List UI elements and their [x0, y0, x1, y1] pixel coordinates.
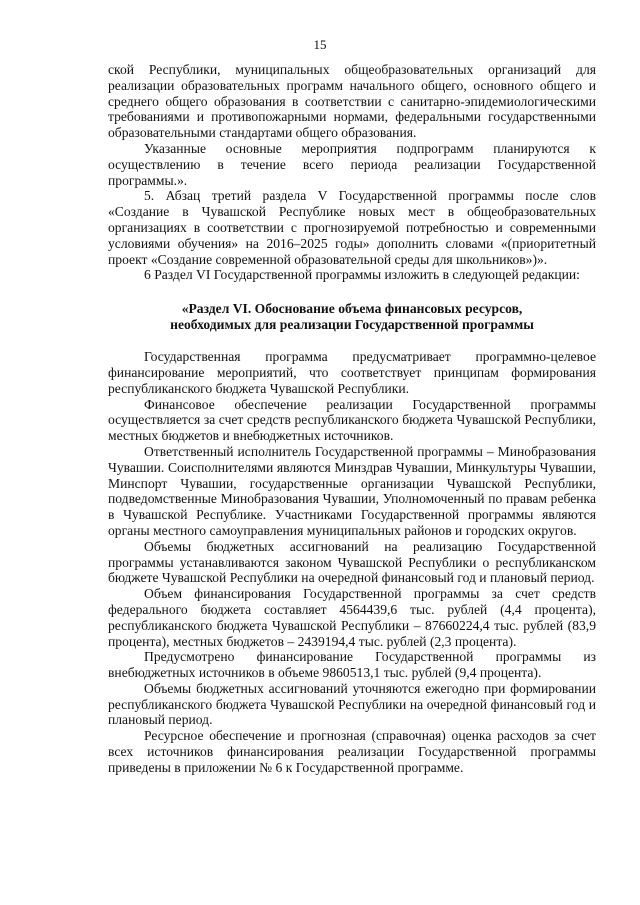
paragraph-program-financing: Государственная программа предусматривает программно-целевое финансирование мероприятий, что соответствует принципам формирования республиканского бюджета Чувашской Республики. [108, 349, 596, 396]
paragraph-continuation: ской Республики, муниципальных общеобразовательных организаций для реализации образовательных программ начального общего, основного общего и среднего общего образования в соответствии с санитарно-эпидемиологическими требованиями и противопожарными нормами, федеральными государственными образовательными стандартами общего образования. [108, 62, 596, 141]
paragraph-budget-allocations: Объемы бюджетных ассигнований на реализацию Государственной программы устанавливаются законом Чувашской Республики о республиканском бюджете Чувашской Республики на очередной финансовый год и плановый период. [108, 538, 596, 586]
section-heading-line-2: необходимых для реализации Государственной программы [170, 317, 534, 333]
paragraph-financial-support: Финансовое обеспечение реализации Государственной программы осуществляется за счет средств республиканского бюджета Чувашской Республики, местных бюджетов и внебюджетных источников. [108, 396, 596, 444]
paragraph-amendment-5: 5. Абзац третий раздела V Государственной программы после слов «Создание в Чувашской Республике новых мест в общеобразовательных организациях в соответствии с прогнозируемой потребностью и современными условиями обучения» на 2016–2025 годы» дополнить словами «(приоритетный проект «Создание современной образовательной среды для школьников»)». [108, 188, 596, 267]
paragraph-extrabudgetary: Предусмотрено финансирование Государственной программы из внебюджетных источников в объеме 9860513,1 тыс. рублей (9,4 процента). [108, 649, 596, 681]
paragraph-amendment-6: 6 Раздел VI Государственной программы изложить в следующей редакции: [144, 267, 580, 283]
paragraph-executors: Ответственный исполнитель Государственной программы – Минобразования Чувашии. Соисполнителями являются Минздрав Чувашии, Минкультуры Чувашии, Минспорт Чувашии, государственные организации Чувашской Республики, подведомственные Минобразования Чувашии, Уполномоченный по правам ребенка в Чувашской Республике. Участниками Государственной программы являются органы местного самоуправления муниципальных районов и городских округов. [108, 443, 596, 538]
paragraph-funding-volume: Объем финансирования Государственной программы за счет средств федерального бюджета составляет 4564439,6 тыс. рублей (4,4 процента), республиканского бюджета Чувашской Республики – 87660224,4 тыс. рублей (83,9 процента), местных бюджетов – 2439194,4 тыс. рублей (2,3 процента). [108, 586, 596, 649]
paragraph-annual-refinement: Объемы бюджетных ассигнований уточняются ежегодно при формировании республиканского бюджета Чувашской Республики на очередной финансовый год и плановый период. [108, 680, 596, 728]
document-body [108, 62, 596, 776]
section-heading-line-1: «Раздел VI. Обоснование объема финансовых ресурсов, [181, 301, 523, 317]
paragraph-measures-note: Указанные основные мероприятия подпрограмм планируются к осуществлению в течение всего периода реализации Государственной программы.». [108, 140, 596, 188]
paragraph-resource-support: Ресурсное обеспечение и прогнозная (справочная) оценка расходов за счет всех источников финансирования реализации Государственной программы приведены в приложении № 6 к Государственной программе. [108, 728, 596, 775]
page-number: 15 [313, 37, 327, 52]
section-heading [108, 301, 596, 333]
